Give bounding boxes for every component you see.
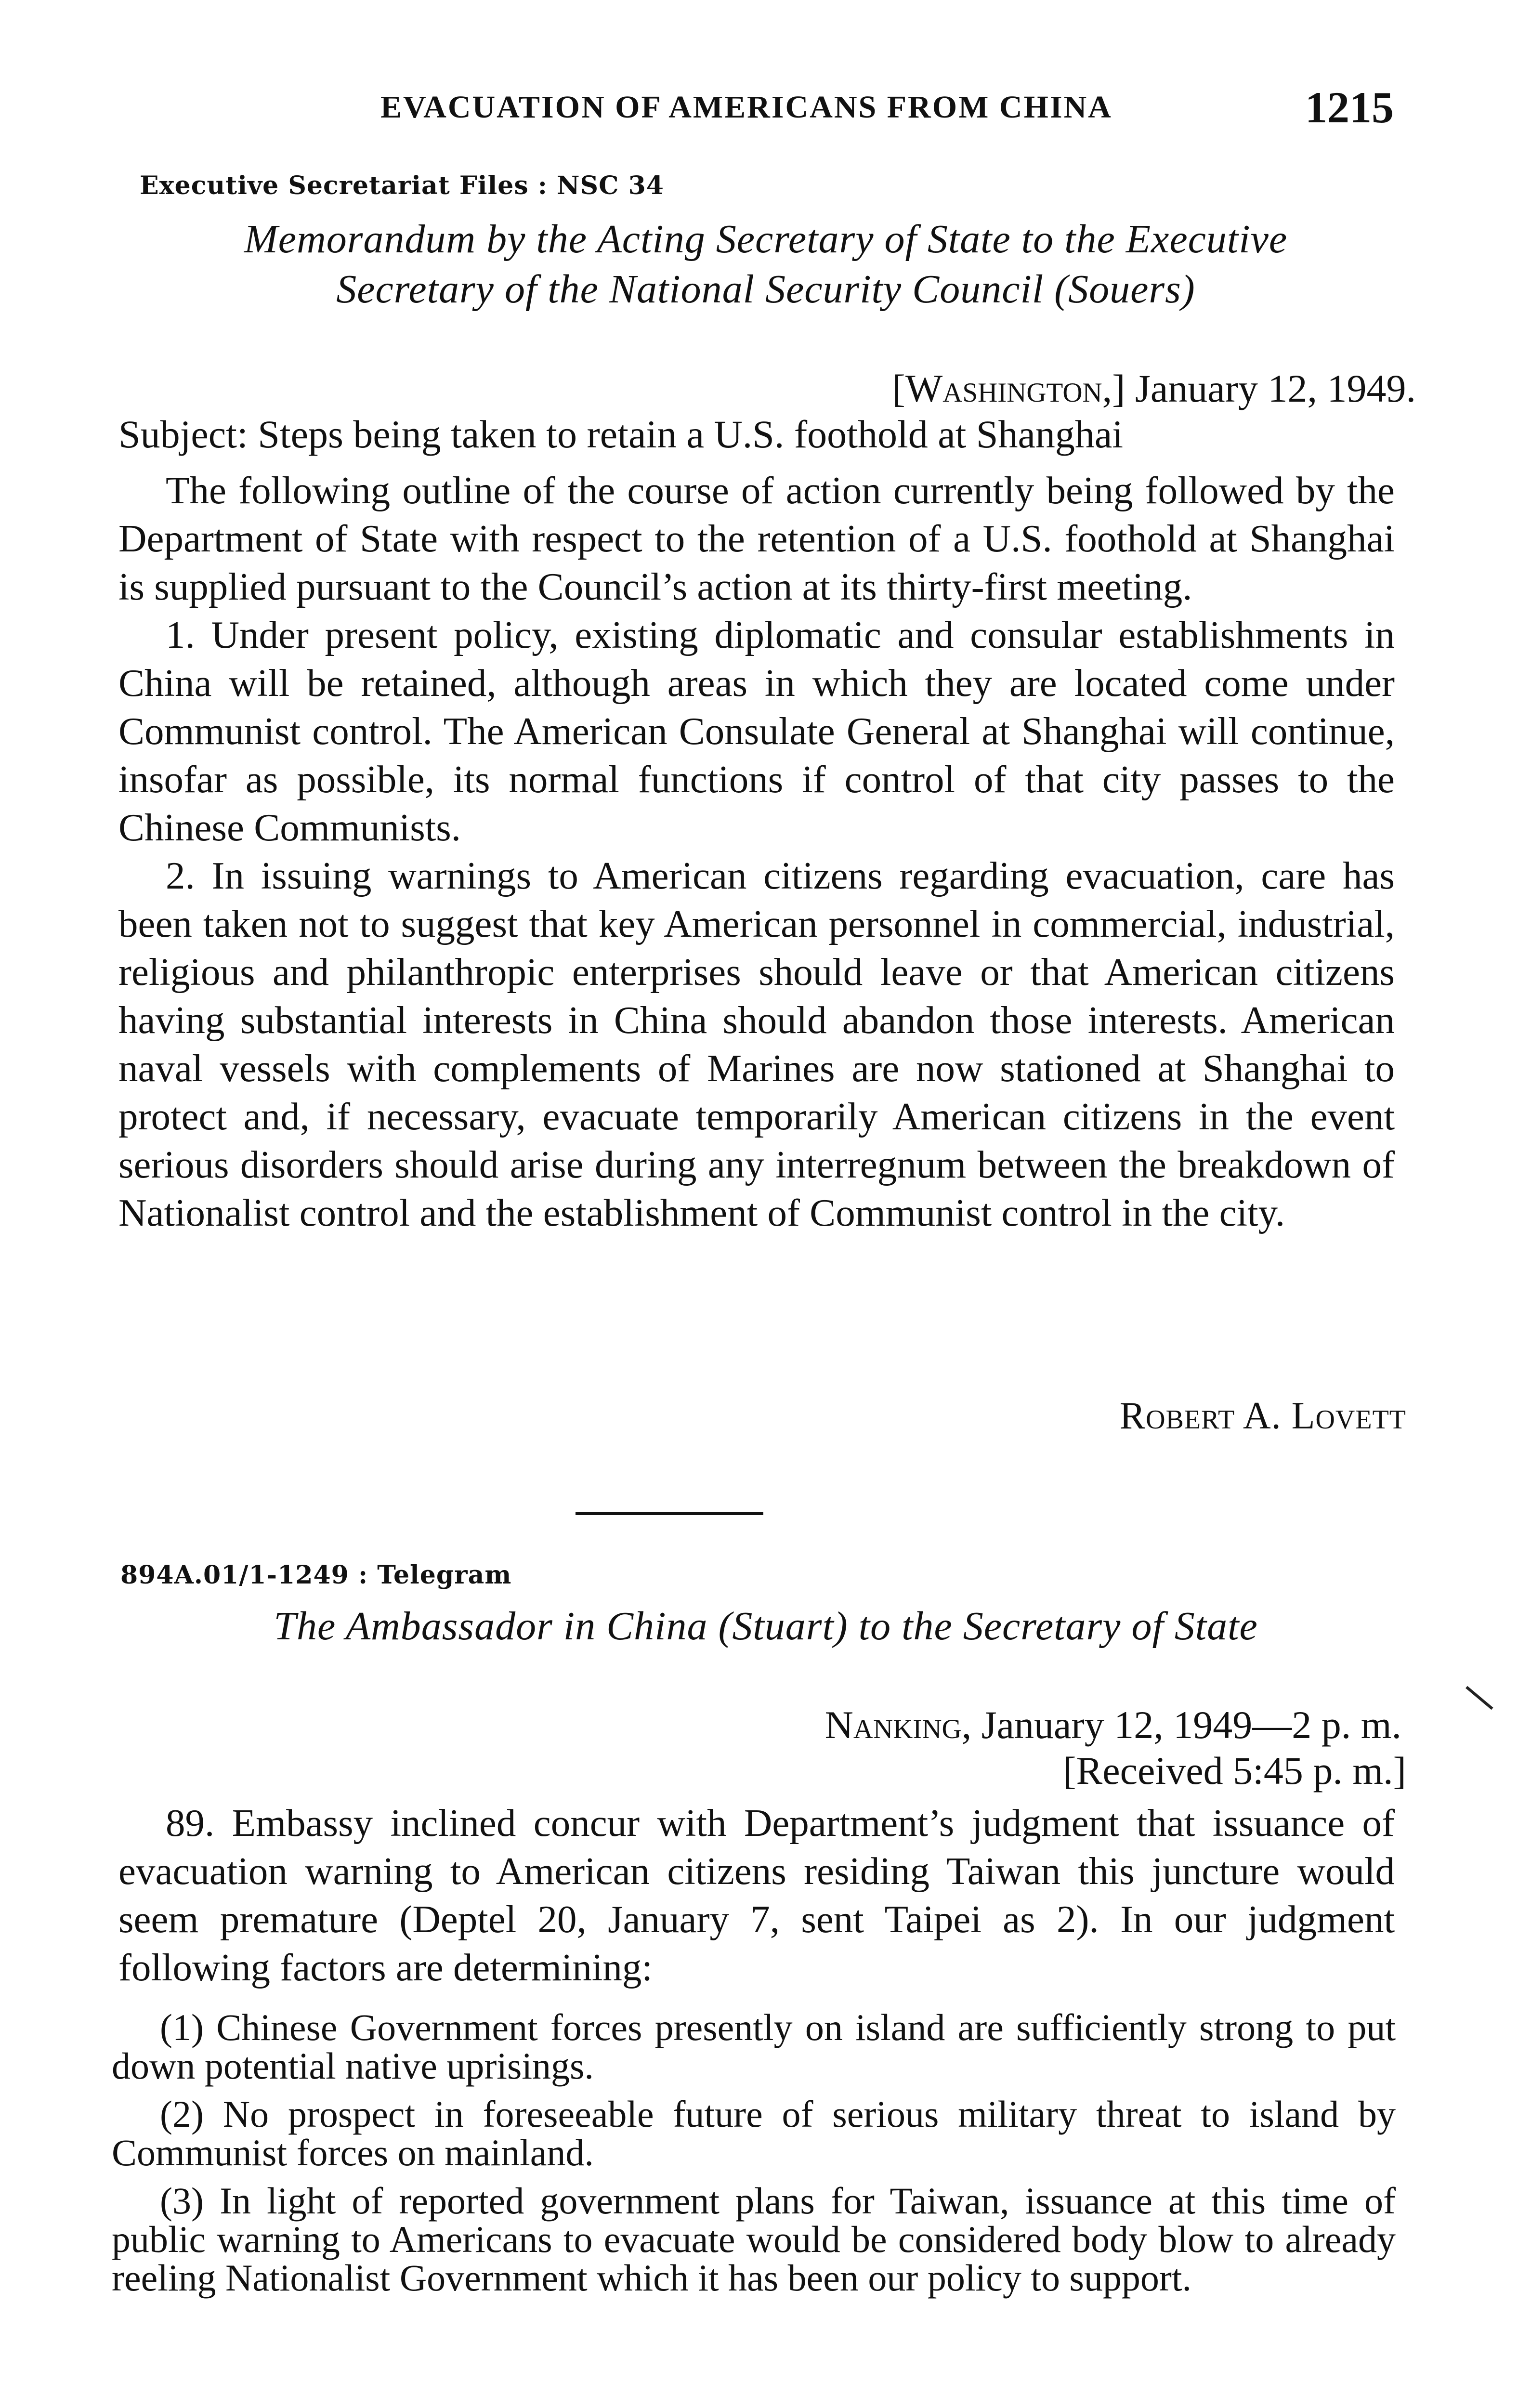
telegram-body [118, 1799, 1395, 1991]
dateline-2-date: January 12, 1949—2 p. m. [981, 1703, 1401, 1747]
factor-item: (2) No prospect in foreseeable future of serious military threat to island by Communist forces on mainland. [112, 2093, 1396, 2173]
page-number: 1215 [1305, 83, 1394, 132]
dateline-2-place: Nanking, [824, 1703, 972, 1747]
dateline-1-place: [Washington,] [892, 366, 1125, 410]
body-paragraph: The following outline of the course of action currently being followed by the Department of State with respect to the retention of a U.S. foothold at Shanghai is supplied pursuant to the Council’s action at its thirty-first meeting. [118, 469, 1395, 608]
dateline-2 [626, 1702, 1401, 1748]
dateline-1 [674, 366, 1416, 411]
dateline-1-date: January 12, 1949. [1135, 366, 1416, 410]
document-title-1-line2: Secretary of the National Security Council (Souers) [336, 267, 1195, 312]
file-reference-2: 894A.01/1-1249 : Telegram [120, 1560, 512, 1590]
signature: Robert A. Lovett [1119, 1395, 1406, 1437]
factor-item: (1) Chinese Government forces presently on island are sufficiently strong to put down potential native uprisings. [112, 2006, 1396, 2087]
received-time: [Received 5:45 p. m.] [1063, 1749, 1406, 1793]
factor-item: (3) In light of reported government plans for Taiwan, issuance at this time of public warning to Americans to evacuate would be considered body blow to already reeling Nationalist Government which it has been our policy to support. [112, 2180, 1396, 2299]
file-reference-1: Executive Secretariat Files : NSC 34 [140, 171, 664, 200]
body-paragraph: 2. In issuing warnings to American citizens regarding evacuation, care has been taken not to suggest that key American personnel in commercial, industrial, religious and philanthropic enterprises should leave or that American citizens having substantial interests in China should abandon those interests. American naval vessels with complements of Marines are now stationed at Shanghai to protect and, if necessary, evacuate temporarily American citizens in the event serious disorders should arise during any interregnum between the breakdown of Nationalist control and the establishment of Communist control in the city. [118, 854, 1395, 1234]
document-title-1-line1: Memorandum by the Acting Secretary of State to the Executive [244, 217, 1288, 262]
document-title-1 [116, 214, 1416, 314]
memorandum-body [118, 466, 1395, 1237]
section-divider [576, 1512, 763, 1515]
body-paragraph: 1. Under present policy, existing diplomatic and consular establishments in China will be retained, although areas in which they are located come under Communist control. The American Consulate General at Shanghai will continue, insofar as possible, its normal functions if control of that city passes to the Chinese Communists. [118, 613, 1395, 849]
document-title-2: The Ambassador in China (Stuart) to the Secretary of State [274, 1604, 1258, 1649]
subject-line: Subject: Steps being taken to retain a U.S. foothold at Shanghai [118, 412, 1124, 456]
stray-mark [1466, 1686, 1493, 1710]
factor-list [112, 2008, 1396, 2307]
running-head: EVACUATION OF AMERICANS FROM CHINA [380, 90, 1112, 125]
body-paragraph: 89. Embassy inclined concur with Department’s judgment that issuance of evacuation warning to American citizens residing Taiwan this juncture would seem premature (Deptel 20, January 7, sent Taipei as 2). In our judgment following factors are determining: [118, 1801, 1395, 1989]
